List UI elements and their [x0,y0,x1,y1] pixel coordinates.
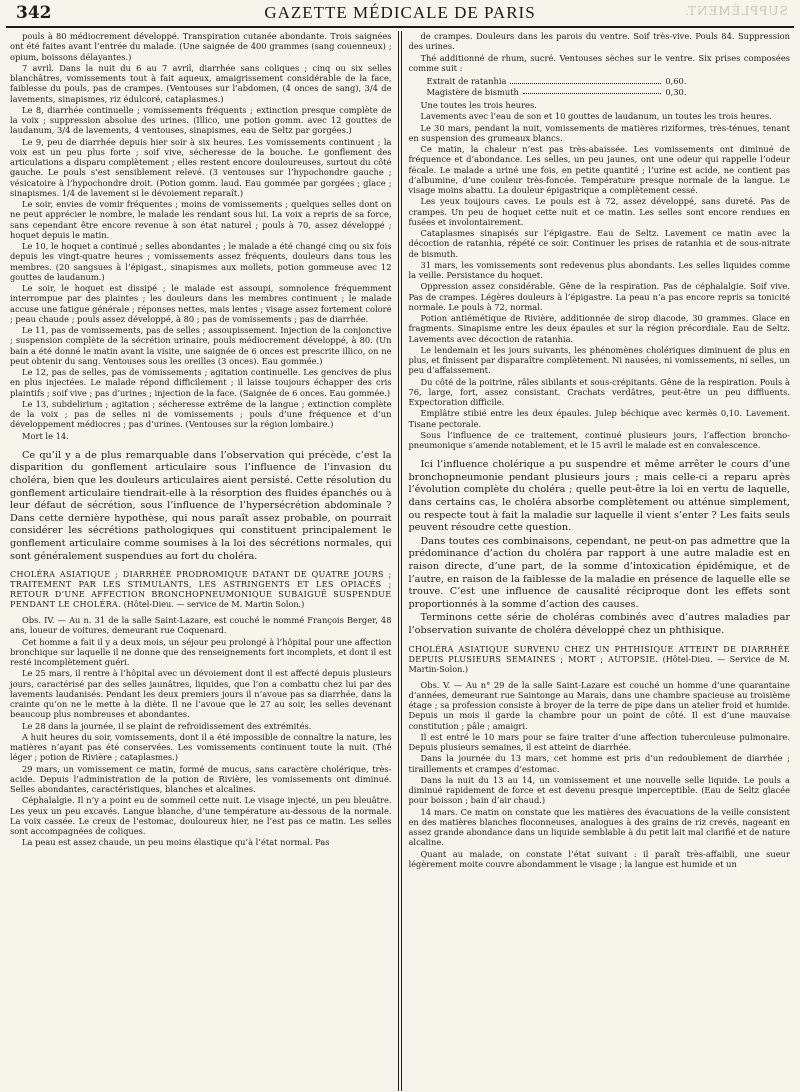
paragraph: Le 28 dans la journée, il se plaint de refroidissement des extrémités. [22,720,312,731]
paragraph: La peau est assez chaude, un peu moins élastique qu’à l’état normal. Pas [22,837,330,848]
left-column [6,31,396,1091]
column-rule [398,31,403,1091]
paragraph: Le lendemain et les jours suivants, les phénomènes cholériques diminuent de plus en plus, et finissent par disparaître complètement. Ni nausées, ni vomissements, ni selles, un peu d’affaissement. [408,344,790,376]
observation-v-text [408,680,790,870]
paragraph: Sous l’influence de ce traitement, continué plusieurs jours, l’affection broncho-pneumonique s’amende notablement, et le 15 avril le malade est en convalescence. [408,429,790,450]
paragraph: Ici l’influence cholérique a pu suspendre et même arrêter le cours d’une bronchopneumonie pendant plusieurs jours ; mais celle-ci a reparu après l’évolution complète du choléra ; quelle peut-être la loi en vertu de laquelle, dans certains cas, le choléra absorbe complètement ou atténue simplement, ou respecte tout à fait la maladie sur laquelle il vient s’enter ? Les faits seuls peuvent résoudre cette question. [408,459,790,534]
paragraph: de crampes. Douleurs dans les parois du ventre. Soif très-vive. Pouls 84. Suppression des urines. [408,31,790,52]
paragraph: Il est entré le 10 mars pour se faire traiter d’une affection tuberculeuse pulmonaire. Depuis plusieurs semaines, il est atteint de diarrhée. [408,731,790,753]
heading-caps: CHOLÉRA ASIATIQUE ; DIARRHÉE PRODROMIQUE DATANT DE QUATRE JOURS ; TRAITEMENT PAR LES STIMULANTS, LES ASTRINGENTS ET LES OPIACÉS ; RETOUR D’UNE AFFECTION BRONCHOPNEUMONIQUE SUBAIGUË SUSPENDUE PENDANT LE CHOLÉRA. [10,569,392,610]
paragraph: 29 mars, un vomissement ce matin, formé de mucus, sans caractère cholérique, très-acide. Depuis l’administration de la potion de Rivière, les vomissements ont diminué. Selles abondantes, caractéristiques, blanches et alcalines. [10,763,392,795]
show-through-text: SUPPLÉMENT. [684,4,788,18]
paragraph: Le 30 mars, pendant la nuit, vomissements de matières riziformes, très-ténues, tenant en suspension des grumeaux blancs. [408,122,790,143]
heading-tail: (Hôtel-Dieu. — Service de M. Martin-Solon.) [408,653,790,674]
paragraph: Mort le 14. [22,430,69,441]
formula-line: Extrait de ratanhia 0,60. [426,76,687,86]
paragraph: Le 11, pas de vomissements, pas de selles ; assoupissement. Injection de la conjonctive ; suspension complète de la sécrétion urinaire, pouls médiocrement développé, à 80. (Un bain a été donné le matin avant la visite, une saignée de 6 onces est prescrite illico, on ne peut obtenir du sang. Ventouses sous les oreilles (3 onces). Eau gommée.) [10,325,392,366]
formula-line: Magistère de bismuth 0,30. [426,86,687,97]
paragraph: Thé additionné de rhum, sucré. Ventouses sèches sur le ventre. Six prises composées comme suit : [408,52,790,73]
page-header [6,0,794,28]
journal-title: GAZETTE MÉDICALE DE PARIS [264,3,536,22]
paragraph: Dans toutes ces combinaisons, cependant, ne peut-on pas admettre que la prédominance d’action du choléra par rapport à une autre maladie est en raison directe, d’une part, de la somme d’intoxication épidémique, et de l’autre, en raison de la faiblesse de la maladie en présence de laquelle elle se trouve. C’est une influence de causalité réciproque dont les effets sont proportionnés à la somme d’action des causes. [408,535,790,610]
paragraph: Lavements avec l’eau de son et 10 gouttes de laudanum, un toutes les trois heures. [420,111,772,122]
paragraph: 7 avril. Dans la nuit du 6 au 7 avril, diarrhée sans coliques ; cinq ou six selles blanchâtres, vomissements tout à fait aqueux, amaigrissement considérable de la face, faiblesse du pouls, pas de crampes. (Ventouses sur l’abdomen, (4 onces de sang), 3/4 de lavements, sinapismes, riz édulcoré, cataplasmes.) [10,62,392,104]
paragraph: Le 8, diarrhée continuelle ; vomissements fréquents ; extinction presque complète de la voix ; suppression absolue des urines. (Illico, une potion gomm. avec 12 gouttes de laudanum, 3/4 de lavements, 4 ventouses, sinapismes, eau de Seltz par gorgées.) [10,104,392,136]
paragraph: Ce matin, la chaleur n’est pas très-abaissée. Les vomissements ont diminué de fréquence et d’abondance. Les selles, un peu jaunes, ont une odeur qui rappelle l’odeur fécale. Le malade a uriné une fois, en petite quantité ; l’urine est acide, ne contient pas d’albumine, d’une couleur très-foncée. Température presque normale de la langue. Le visage moins abattu. La douleur épigastrique a complètement cessé. [408,144,790,195]
prescription-formula [426,76,790,97]
paragraph: Obs. V. — Au n° 29 de la salle Saint-Lazare est couché un homme d’une quarantaine d’années, demeurant rue Saintonge au Marais, dans une chambre spacieuse au troisième étage ; sa profession consiste à broyer de la terre de pipe dans un atelier froid et humide. Depuis un mois il garde la chambre pour un point de côté. Il est d’une mauvaise constitution ; pâle ; amaigri. [408,679,790,731]
paragraph: Obs. IV. — Au n. 31 de la salle Saint-Lazare, est couché le nommé François Berger, 48 ans, loueur de voitures, demeurant rue Coquenard. [10,615,392,636]
paragraph: Le 9, peu de diarrhée depuis hier soir à six heures. Les vomissements continuent ; la voix est un peu plus forte ; soif vive, sécheresse de la bouche. Le gonflement des articulations a disparu complètement ; elles restent encore douloureuses, surtout du côté gauche. Le pouls s’est sensiblement relevé. (3 ventouses sur l’hypochondre gauche ; vésicatoire à l’hypochondre droit. (Potion gomm. laud. Eau gommée par gorgées ; glace ; sinapismes. 1/4 de lavement si le dévoiement reparaît.) [10,136,392,198]
observation-v-heading [408,644,790,674]
right-column [404,31,794,1091]
observation-iv-continued [408,31,790,73]
paragraph: Potion antiémétique de Rivière, additionnée de sirop diacode, 30 grammes. Glace en fragments. Sinapisme entre les deux épaules et sur la région précordiale. Eau de Seltz. Lavements avec décoction de ratanhia. [408,313,790,344]
paragraph: Terminons cette série de choléras combinés avec d’autres maladies par l’observation suivante de choléra développé chez un phthisique. [408,612,790,636]
paragraph: Dans la journée du 13 mars, cet homme est pris d’un redoublement de diarrhée ; tiraillements et crampes d’estomac. [408,753,790,774]
paragraph: Cataplasmes sinapisés sur l’épigastre. Eau de Seltz. Lavement ce matin avec la décoction de ratanhia, répété ce soir. Continuer les prises de ratanhia et de sous-nitrate de bismuth. [408,228,790,259]
paragraph: Le 10, le hoquet a continué ; selles abondantes ; le malade a été changé cinq ou six fois depuis les vingt-quatre heures ; vomissements assez fréquents, douleurs dans tous les membres. (20 sangsues à l’épigast., sinapismes aux mollets, potion gommeuse avec 12 gouttes de laudanum.) [10,241,392,282]
observation-iv-text [10,615,392,848]
paragraph: Du côté de la poitrine, râles sibilants et sous-crépitants. Gêne de la respiration. Pouls à 76, large, fort, assez consistant. Crachats verdâtres, peut-être un peu diffluents. Expectoration difficile. [408,376,790,407]
paragraph: Oppression assez considérable. Gêne de la respiration. Pas de céphalalgie. Soif vive. Pas de crampes. Légères douleurs à l’épigastre. La peau n’a pas encore repris sa tonicité normale. Le pouls à 72, normal. [408,281,790,312]
page-number: 342 [16,3,52,23]
paragraph: 14 mars. Ce matin on constate que les matières des évacuations de la veille consistent en des matières blanches floconneuses, analogues à des grains de riz crevés, nageant en assez grande abondance dans un liquide semblable à du petit lait mal clarifié et de nature alcaline. [408,806,790,848]
paragraph: Quant au malade, on constate l’état suivant : il paraît très-affaibli, une sueur légèrement moite couvre abondamment le visage ; la langue est humide et un [408,848,790,869]
left-commentary [10,450,392,563]
paragraph: Ce qu’il y a de plus remarquable dans l’observation qui précède, c’est la disparition du gonflement articulaire sous l’influence de l’invasion du choléra, bien que les douleurs articulaires aient persisté. Cette résolution du gonflement articulaire tiendrait-elle à la résorption des fluides épanchés ou à leur défaut de sécrétion, sous l’influence de l’hypersécrétion abdominale ? Dans cette dernière hypothèse, qui nous paraît assez probable, on pourrait considérer les sécrétions pathologiques qui constituent principalement le gonflement articulaire comme soumises à la loi des sécrétions normales, qui sont généralement suspendues au fort du choléra. [10,449,392,562]
paragraph: Le 12, pas de selles, pas de vomissements ; agitation continuelle. Les gencives de plus en plus injectées. Le malade répond difficilement ; il laisse toujours échapper des cris plaintifs ; soif vive ; pas d’urines ; injection de la face. (Saignée de 6 onces. Eau gommée.) [10,367,392,398]
paragraph: Le soir, envies de vomir fréquentes ; moins de vomissements ; quelques selles dont on ne peut apprécier le nombre, le malade les rendant sous lui. La voix a repris de sa force, sans cependant être encore revenue à son état naturel ; pouls à 70, assez développé ; hoquet depuis le matin. [10,199,392,240]
heading-caps: CHOLÉRA ASIATIQUE SURVENU CHEZ UN PHTHISIQUE ATTEINT DE DIARRHÉE DEPUIS PLUSIEURS SEMAINES ; MORT ; AUTOPSIE. [408,643,790,664]
text-columns [6,31,794,1091]
paragraph: Le 25 mars, il rentre à l’hôpital avec un dévoiement dont il est affecté depuis plusieurs jours, caractérisé par des selles jaunâtres, liquides, que l’on a combattu chez lui par des lavements laudanisés. Pendant les deux premiers jours il n’avoue pas sa diarrhée, dans la crainte qu’on ne le mette à la diète. Il ne l’avoue que le 27 au soir, les selles devenant beaucoup plus nombreuses et abondantes. [10,668,392,720]
paragraph: Les yeux toujours caves. Le pouls est à 72, assez développé, sans dureté. Pas de crampes. Un peu de hoquet cette nuit et ce matin. Les selles sont encore rendues en fusées et involontairement. [408,196,790,227]
case-a-text [10,31,392,441]
observation-iv-heading [10,569,392,609]
paragraph: Emplâtre stibié entre les deux épaules. Julep béchique avec kermès 0,10. Lavement. Tisane pectorale. [408,408,790,429]
paragraph: Dans la nuit du 13 au 14, un vomissement et une nouvelle selle liquide. Le pouls a diminué rapidement de force et est devenu presque imperceptible. (Eau de Seltz glacée pour boisson ; bain d’air chaud.) [408,774,790,806]
heading-tail: (Hôtel-Dieu. — service de M. Martin Solon.) [121,599,305,610]
paragraph: Une toutes les trois heures. [420,100,537,110]
right-commentary [408,459,790,637]
paragraph: Le soir, le hoquet est dissipé ; le malade est assoupi, somnolence fréquemment interrompue par des plaintes ; les douleurs dans les membres continuent ; le malade accuse une fatigue générale ; réponses nettes, mais lentes ; visage assez fortement coloré ; peau chaude ; pouls assez développé, à 80 ; pas de vomissements ; pas de diarrhée. [10,283,392,324]
paragraph: pouls à 80 médiocrement développé. Transpiration cutanée abondante. Trois saignées ont été faites avant l’entrée du malade. (Une saignée de 400 grammes (sang couenneux) ; opium, boissons délayantes.) [10,31,392,62]
paragraph: Le 13, subdelirium ; agitation ; sécheresse extrême de la langue ; extinction complète de la voix ; pas de selles ni de vomissements ; pouls d’une fréquence et d’un développement médiocres ; pas d’urines. (Ventouses sur la région lombaire.) [10,398,392,430]
paragraph: A huit heures du soir, vomissements, dont il a été impossible de connaître la nature, les matières n’ayant pas été conservées. Les vomissements continuent toute la nuit. (Thé léger ; potion de Rivière ; cataplasmes.) [10,731,392,763]
paragraph: 31 mars, les vomissements sont redevenus plus abondants. Les selles liquides comme la veille. Persistance du hoquet. [408,259,790,280]
observation-iv-more [408,100,790,450]
paragraph: Céphalalgie. Il n’y a point eu de sommeil cette nuit. Le visage injecté, un peu bleuâtre. Les yeux un peu excavés. Langue blanche, d’une température au-dessous de la normale. La voix cassée. Le creux de l’estomac, douloureux hier, ne l’est pas ce matin. Les selles sont accompagnées de coliques. [10,795,392,837]
paragraph: Cet homme a fait il y a deux mois, un séjour peu prolongé à l’hôpital pour une affection bronchique sur laquelle il ne donne que des renseignements fort incomplets, et dont il est resté incomplètement guéri. [10,636,392,668]
